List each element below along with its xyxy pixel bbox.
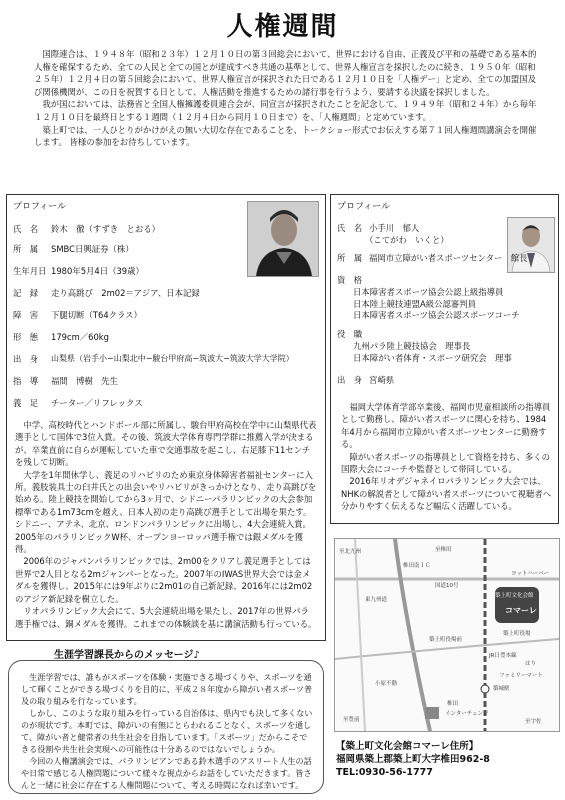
bio-paragraph: 2016年リオデジャネイロパラリンピック大会では、NHKの解説者として障がい者スポーツについて視聴者へ分かりやすく伝えるなど幅広く活躍している。 [341, 476, 552, 512]
row-value: 小手川 郁人 [369, 223, 420, 233]
row-value: 福岡市立障がい者スポーツセンター 館長 [369, 253, 528, 263]
map-label: 築上町役場 [503, 631, 531, 637]
map-label: コマーレ [505, 606, 537, 615]
map-label: インターチェンジ [445, 711, 489, 717]
bio-paragraph: 中学、高校時代とハンドボール部に所属し、駿台甲府高校在学中に山梨県代表選手として国体で3位入賞。その後、筑波大学体育専門学群に推薦入学が決まるが、卒業直前に自らが運転していた車で交通事故を起こし、右足膝下11センチを残して切断。 [15, 420, 317, 468]
profile-row [13, 223, 160, 235]
map-label: 椎田南ＩＣ [403, 563, 431, 569]
map-label: 築城駅 [493, 686, 510, 692]
map-label: 築上町役場前 [429, 637, 463, 643]
map-label: 至豊前 [343, 717, 360, 723]
row-key: 出 身 [13, 354, 39, 364]
map-label: はり [525, 661, 537, 667]
message-paragraph: 生涯学習では、誰もがスポーツを体験・実施できる場づくりや、スポーツを通して輝くことができる場づくりを目的に、平成２８年度から障がい者スポーツ普及の取り組みを行なっています。 [21, 672, 313, 706]
map-label: 椎田 [447, 701, 459, 707]
row-key: 出 身 [337, 375, 363, 385]
photo-suzuki [247, 201, 319, 277]
row-value: 179cm／60kg [51, 332, 109, 342]
map-label: ファミリーマート [499, 673, 543, 679]
intro-paragraph: 我が国においては、法務省と全国人権擁護委員連合会が、同宣言が採択されたことを記念して、１９４９年（昭和２４年）から毎年１２月１０日を最終日とする１週間（１２月４日から同月１０日まで）を、「人権週間」と定めています。 [34, 99, 537, 122]
message-paragraph: 今回の人権講演会では、パラリンピアンである鈴木選手のアスリート人生の話や日常で感じる人権問題について様々な視点からお話をしていただきます。皆さんと一緒に社会に存在する人権問題について、考える時間になれば幸いです。 [21, 756, 312, 790]
row-value: 福間 博樹 先生 [51, 376, 118, 386]
profile-row [13, 265, 144, 277]
profile-row [13, 309, 142, 321]
qual-item: 日本障害者スポーツ協会公認スポーツコーチ [353, 310, 520, 321]
role-item: 日本障がい者体育・スポーツ研究会 理事 [353, 352, 512, 363]
intro-paragraph: 築上町では、一人ひとりがかけがえの無い大切な存在であることを、トークショー形式でお伝えする第７１回人権週間講演会を開催します。 皆様の参加をお待ちしています。 [34, 124, 537, 148]
row-key: 障 害 [13, 310, 39, 320]
venue-address [336, 740, 490, 779]
right-org-row [337, 253, 527, 265]
profile-row [13, 353, 294, 365]
address-line: 福岡県築上郡築上町大字椎田962-8 [336, 754, 490, 765]
right-name-kana: （こてがわ いくと） [365, 235, 449, 245]
message-paragraph: しかし、このような取り組みを行っている自治体は、県内でも決して多くないのが現状です。本町では、障がいの有無にとらわれることなく、スポーツを通して、障がい者と健常者の共生社会を目指しています。「スポーツ」だからこそできる役割や共生社会実現への可能性は十分あるのではないでしょうか。 [21, 708, 313, 754]
intro-text [34, 48, 538, 149]
profile-suzuki [6, 194, 326, 641]
row-value: 宮崎県 [369, 375, 395, 385]
row-key: 記 録 [13, 288, 39, 298]
row-key: 所 属 [337, 253, 363, 263]
bio-paragraph: 2006年のジャパンパラリンピックでは、2m00をクリアし義足選手としては世界で2人目となる2mジャンパーとなった。2007年のIWAS世界大会では金メダルを獲得し、2015年には9年ぶりに2m01の自己新記録、2016年には2m02のアジア新記録を樹立した。 [15, 556, 313, 604]
map-label: ヨットハーバー [511, 571, 550, 577]
profile-row [13, 243, 134, 255]
map-label: JR日豊本線 [489, 653, 517, 659]
qual-item: 日本陸上競技連盟A級公認審判員 [353, 298, 476, 309]
map-label: 至北九州 [339, 549, 362, 555]
profile-kotegawa [330, 194, 559, 524]
profile-label: プロフィール [337, 202, 391, 212]
right-role-key: 役 職 [337, 329, 363, 339]
bio-paragraph: リオパラリンピック大会にて、5大会連続出場を果たし、2017年の世界パラ選手権では、銅メダルを獲得。これまでの体験談を基に講演活動も行っている。 [15, 606, 317, 629]
row-key: 形 態 [13, 332, 39, 342]
right-qual-list [353, 287, 520, 322]
right-role-list [353, 341, 512, 364]
map-label: 築上町文化会館 [495, 593, 534, 599]
row-key: 氏 名 [337, 223, 363, 233]
row-value: 山梨県（岩手小−山梨北中−駿台甲府高−筑波大−筑波大学大学院） [51, 354, 294, 363]
venue-map [334, 538, 560, 732]
page-title: 人権週間 [226, 12, 339, 42]
row-key: 氏 名 [13, 224, 39, 234]
map-label: 至宇佐 [525, 719, 542, 725]
right-name-row [337, 223, 419, 235]
map-label: 小原不動 [375, 681, 398, 687]
address-phone: TEL:0930-56-1777 [336, 767, 433, 778]
role-item: 九州パラ陸上競技協会 理事長 [353, 341, 471, 351]
intro-paragraph: 国際連合は、１９４８年（昭和２３年）１２月１０日の第３回総会において、世界における自由、正義及び平和の基礎である基本的人権を確保するため、全ての人民と全ての国とが達成すべき共通の基準として、世界人権宣言を採択したのに続き、１９５０年（昭和２５年）１２月４日の第５回総会において、世界人権宣言が採択された日である１２月１０日を「人権デー」と定め、全ての加盟国及び関係機関が、この日を祝賀する日として、人権活動を推進するための諸行事を行うよう、要請する決議を採択しました。 [34, 49, 537, 97]
right-from-row [337, 375, 394, 387]
message-box [8, 660, 324, 794]
row-value: 1980年5月4日（39歳） [51, 266, 144, 276]
row-value: チーター／リフレックス [51, 398, 143, 408]
profile-row [13, 397, 143, 409]
row-value: SMBC日興証券（株） [51, 244, 134, 254]
profile-row [13, 287, 200, 299]
message-heading: 生涯学習課長からのメッセージ♪ [54, 650, 200, 661]
row-key: 義 足 [13, 398, 39, 408]
map-label: 国道10号 [435, 583, 459, 589]
row-key: 指 導 [13, 376, 39, 386]
bio-paragraph: 障がい者スポーツの指導員として資格を持ち、多くの国際大会にコーチや監督として帯同している。 [341, 451, 551, 475]
right-bio [341, 401, 553, 513]
bio-paragraph: 大学を1年間休学し、義足のリハビリのため東京身体障害者福祉センターに入所。義肢装具士の臼井氏との出会いやリハビリがきっかけとなり、走り高跳びを始める。陸上競技を開始してから3ヶ月で、シドニーパラリンピックの大会参加標準である1m73cmを越え、日本人初の走り高跳び選手として出場を果たす。シドニー、アテネ、北京、ロンドンパラリンピックに出場し、4大会連続入賞。2005年のパラリンピックW杯、オープンヨーロッパ選手権では銀メダルを獲得。 [15, 469, 317, 555]
right-qual-key: 資 格 [337, 275, 363, 285]
profile-row [13, 331, 109, 343]
map-label: 東九州道 [365, 597, 388, 603]
map-label: 至椎田 [435, 547, 452, 553]
address-heading: 【築上町文化会館コマーレ住所】 [336, 741, 479, 752]
bio-paragraph: 福岡大学体育学部卒業後、福岡市児童相談所の指導員として勤務し、障がい者スポーツに関心を持ち、1984年4月から福岡市立障がい者スポーツセンターに勤務する。 [341, 402, 551, 450]
row-key: 所 属 [13, 244, 39, 254]
row-key: 生年月日 [13, 266, 47, 276]
row-value: 鈴木 徹（すずき とおる） [51, 224, 160, 234]
row-value: 走り高跳び 2m02＝アジア、日本記録 [51, 288, 200, 298]
portrait-image [248, 202, 318, 276]
profile-label: プロフィール [13, 202, 67, 212]
row-value: 下腿切断（T64クラス） [51, 310, 142, 320]
photo-kotegawa [507, 217, 555, 273]
profile-row [13, 375, 118, 387]
profile-bio [15, 419, 317, 630]
qual-item: 日本障害者スポーツ協会公認上級指導員 [353, 287, 504, 297]
